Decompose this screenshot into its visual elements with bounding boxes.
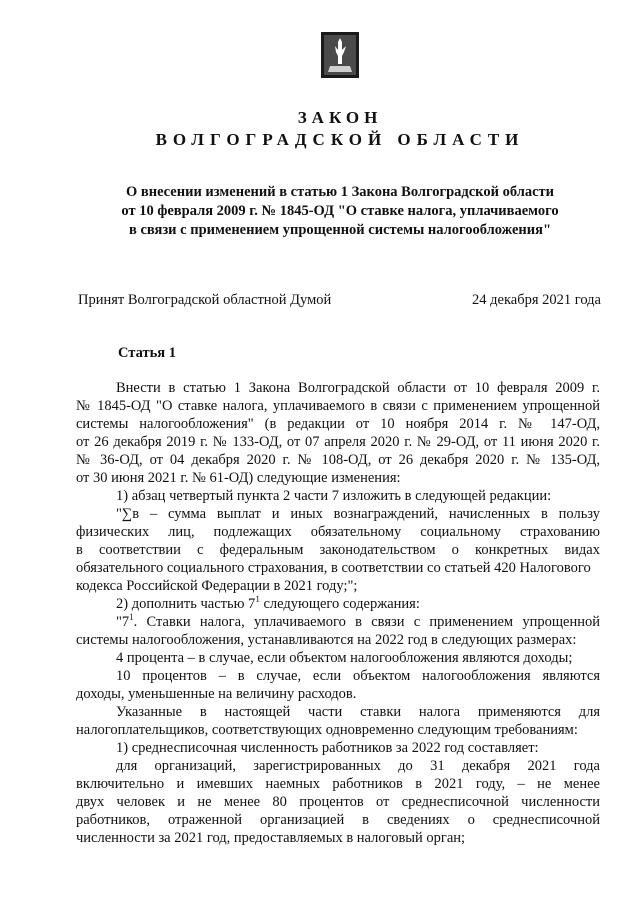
region-title: ВОЛГОГРАДСКОЙ ОБЛАСТИ xyxy=(155,130,525,149)
body-line: налогоплательщиков, соответствующих одновременно следующим требованиям: xyxy=(76,722,578,738)
body-line: 1) среднесписочная численность работников за 2022 год составляет: xyxy=(116,740,539,756)
body-line: "∑в – сумма выплат и иных вознаграждений, начисленных в пользу xyxy=(116,506,600,522)
body-line: 10 процентов – в случае, если объектом налогообложения являются xyxy=(116,668,600,684)
superscript: 1 xyxy=(129,612,134,623)
body-line: Указанные в настоящей части ставки налога применяются для xyxy=(116,704,600,720)
body-line: обязательного социального страхования, в соответствии со статьей 420 Налогового xyxy=(76,560,591,576)
body-line: работников, отраженной организацией в сведениях о среднесписочной xyxy=(76,812,600,828)
body-line: двух человек и не менее 80 процентов от среднесписочной численности xyxy=(76,794,600,810)
body-line: численности за 2021 год, предоставляемых в налоговый орган; xyxy=(76,830,466,846)
subtitle-line: от 10 февраля 2009 г. № 1845-ОД "О ставке налога, уплачиваемого xyxy=(121,203,559,219)
subtitle-line: О внесении изменений в статью 1 Закона Волгоградской области xyxy=(125,184,555,200)
superscript: 1 xyxy=(255,594,260,605)
law-subtitle xyxy=(60,183,620,240)
body-line: системы налогообложения" (в редакции от 10 ноября 2014 г. № 147-ОД, xyxy=(76,416,600,432)
body-line: кодекса Российской Федерации в 2021 году;"; xyxy=(76,578,358,594)
body-line: от 30 июня 2021 г. № 61-ОД) следующие изменения: xyxy=(76,470,401,486)
body-line: 1) абзац четвертый пункта 2 части 7 изложить в следующей редакции: xyxy=(116,488,552,504)
volgograd-coat-of-arms-icon xyxy=(321,32,359,78)
body-line: Внести в статью 1 Закона Волгоградской области от 10 февраля 2009 г. xyxy=(116,380,600,396)
body-line: в соответствии с федеральным законодательством о конкретных видах xyxy=(76,542,600,558)
body-line: доходы, уменьшенные на величину расходов. xyxy=(76,686,357,702)
subtitle-line: в связи с применением упрощенной системы налогообложения" xyxy=(128,222,552,238)
body-line: системы налогообложения, устанавливаются на 2022 год в следующих размерах: xyxy=(76,632,577,648)
body-line: 4 процента – в случае, если объектом налогообложения являются доходы; xyxy=(116,650,573,666)
body-line: включительно и имевших наемных работников в 2021 году, – не менее xyxy=(76,776,600,792)
body-line: для организаций, зарегистрированных до 31 декабря 2021 года xyxy=(116,758,600,774)
article-title: Статья 1 xyxy=(118,345,176,361)
body-line: от 26 декабря 2019 г. № 133-ОД, от 07 апреля 2020 г. № 29-ОД, от 11 июня 2020 г. xyxy=(76,434,600,450)
body-line: 2) дополнить частью $7^1$ следующего содержания: xyxy=(116,594,420,612)
law-title: ЗАКОН xyxy=(297,108,383,127)
adoption-date: 24 декабря 2021 года xyxy=(472,292,601,308)
adopted-by: Принят Волгоградской областной Думой xyxy=(78,292,332,308)
body-line: № 1845-ОД "О ставке налога, уплачиваемого в связи с применением упрощенной xyxy=(76,398,600,414)
body-line: физических лиц, подлежащих обязательному социальному страхованию xyxy=(76,524,600,540)
body-line: № 36-ОД, от 04 декабря 2020 г. № 108-ОД, от 26 декабря 2020 г. № 135-ОД, xyxy=(76,452,600,468)
body-line: "$7^1$. Ставки налога, уплачиваемого в связи с применением упрощенной xyxy=(116,612,600,630)
